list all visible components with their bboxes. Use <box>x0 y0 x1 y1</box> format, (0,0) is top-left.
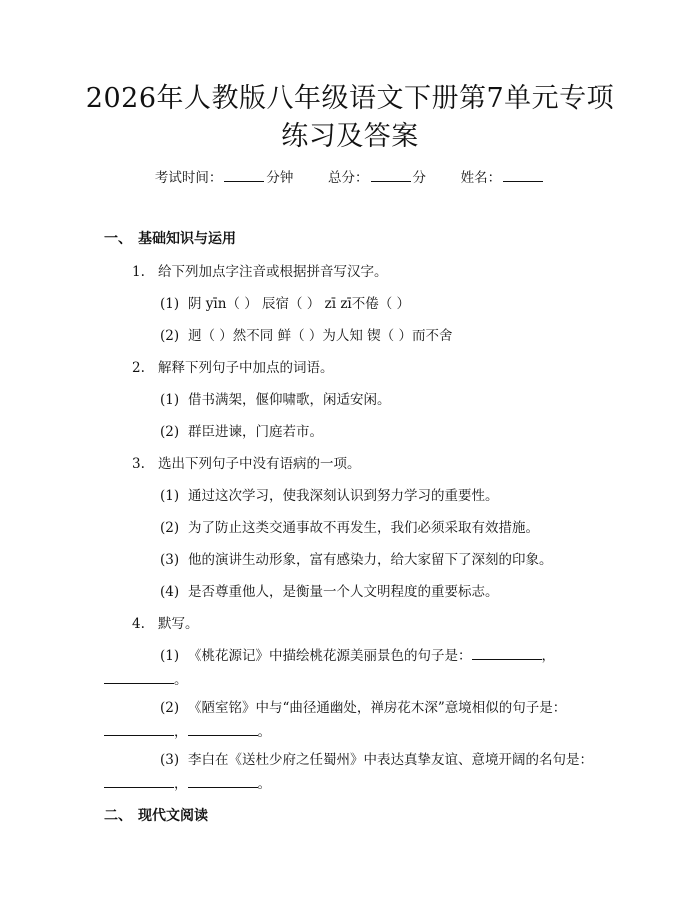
blank-end: 。 <box>174 672 188 688</box>
sub-number: (2) <box>160 328 180 344</box>
question-number: 2. <box>132 360 145 376</box>
sub-question <box>160 486 499 506</box>
sub-text: 迥（ ）然不同 鲜（ ）为人知 锲（ ）而不舍 <box>188 328 453 344</box>
sub-text: 他的演讲生动形象，富有感染力，给大家留下了深刻的印象。 <box>188 552 553 568</box>
answer-blank[interactable] <box>104 774 174 788</box>
sub-question <box>160 518 539 538</box>
question-text: 选出下列句子中没有语病的一项。 <box>158 456 361 472</box>
sub-number: (1) <box>160 488 180 504</box>
answer-blank[interactable] <box>104 722 174 736</box>
section-heading <box>104 229 236 249</box>
title-line-1: 2026年人教版八年级语文下册第7单元专项 <box>85 83 615 114</box>
question <box>132 358 334 378</box>
sub-number: (1) <box>160 296 180 312</box>
score-blank <box>371 168 411 182</box>
sub-number: (3) <box>160 752 180 768</box>
question <box>132 262 388 282</box>
sub-number: (2) <box>160 424 180 440</box>
sub-question <box>160 550 553 570</box>
blank-separator: ， <box>174 724 188 740</box>
blank-end: 。 <box>257 776 271 792</box>
section-heading <box>104 806 208 826</box>
question-number: 4. <box>132 616 145 632</box>
sub-text: 《桃花源记》中描绘桃花源美丽景色的句子是： <box>188 648 472 664</box>
sub-number: (2) <box>160 520 180 536</box>
sub-question-continuation <box>104 670 188 690</box>
sub-question <box>160 582 499 602</box>
sub-number: (1) <box>160 392 180 408</box>
answer-blank[interactable] <box>104 670 174 684</box>
question-number: 1. <box>132 264 145 280</box>
sub-text: 《陋室铭》中与“曲径通幽处，禅房花木深”意境相似的句子是： <box>188 700 567 716</box>
section-title: 基础知识与运用 <box>138 231 236 247</box>
question-number: 3. <box>132 456 145 472</box>
question <box>132 454 361 474</box>
question-text: 解释下列句子中加点的词语。 <box>158 360 334 376</box>
sub-text: 是否尊重他人，是衡量一个人文明程度的重要标志。 <box>188 584 499 600</box>
time-unit: 分钟 <box>266 170 294 186</box>
sub-text: 为了防止这类交通事故不再发生，我们必须采取有效措施。 <box>188 520 539 536</box>
sub-text: 群臣进谏，门庭若市。 <box>188 424 323 440</box>
section-number: 一、 <box>104 231 132 247</box>
blank-end: 。 <box>257 724 271 740</box>
sub-text: 借书满架，偃仰啸歌，闲适安闲。 <box>188 392 391 408</box>
blank-separator: ， <box>541 648 555 664</box>
sub-question <box>160 422 323 442</box>
sub-question <box>160 698 566 718</box>
time-blank <box>224 168 264 182</box>
section-number: 二、 <box>104 808 132 824</box>
title-line-2: 练习及答案 <box>281 121 419 152</box>
question-text: 给下列加点字注音或根据拼音写汉字。 <box>158 264 388 280</box>
sub-question <box>160 646 555 666</box>
section-title: 现代文阅读 <box>138 808 208 824</box>
time-label: 考试时间： <box>154 170 223 186</box>
answer-blank[interactable] <box>188 722 258 736</box>
sub-question <box>160 294 410 314</box>
sub-question-continuation <box>104 722 271 742</box>
sub-number: (1) <box>160 648 180 664</box>
document-title <box>60 80 640 156</box>
sub-text: 阴 yīn（ ） 辰宿（ ） zī zī不倦（ ） <box>188 296 411 312</box>
exam-meta <box>0 168 700 188</box>
answer-blank[interactable] <box>472 646 542 660</box>
name-blank <box>503 168 543 182</box>
score-unit: 分 <box>412 170 426 186</box>
sub-number: (4) <box>160 584 180 600</box>
sub-number: (2) <box>160 700 180 716</box>
question-text: 默写。 <box>158 616 199 632</box>
question <box>132 614 199 634</box>
sub-question-continuation <box>104 774 271 794</box>
sub-text: 通过这次学习，使我深刻认识到努力学习的重要性。 <box>188 488 499 504</box>
name-label: 姓名： <box>460 170 502 186</box>
score-label: 总分： <box>328 170 369 186</box>
answer-blank[interactable] <box>188 774 258 788</box>
blank-separator: ， <box>174 776 188 792</box>
sub-number: (3) <box>160 552 180 568</box>
sub-question <box>160 390 391 410</box>
sub-text: 李白在《送杜少府之任蜀州》中表达真挚友谊、意境开阔的名句是： <box>188 752 593 768</box>
sub-question <box>160 750 593 770</box>
sub-question <box>160 326 452 346</box>
